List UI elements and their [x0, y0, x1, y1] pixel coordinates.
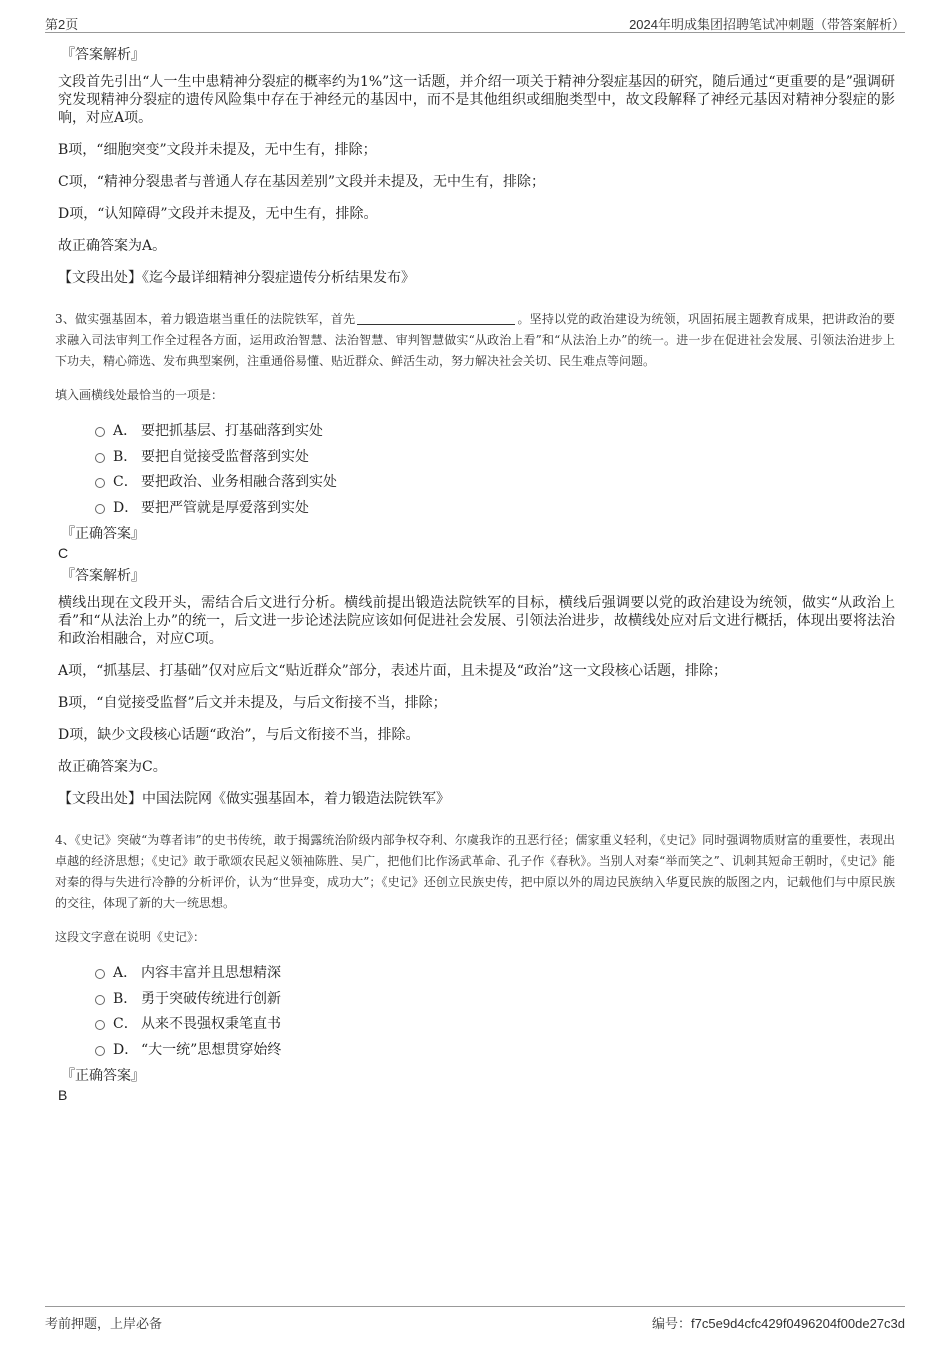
- option-text: 要把抓基层、打基础落到实处: [141, 423, 323, 439]
- option-letter: D．: [113, 1041, 139, 1058]
- q3-analysis-heading: 『答案解析』: [61, 568, 145, 584]
- q4-answer-heading: 『正确答案』: [61, 1068, 145, 1084]
- option-text: 从来不畏强权秉笔直书: [141, 1016, 281, 1032]
- q3-analysis-d: D项，缺少文段核心话题“政治”，与后文衔接不当，排除。: [58, 727, 420, 743]
- q2-source: 【文段出处】《迄今最详细精神分裂症遗传分析结果发布》: [58, 270, 415, 286]
- q2-analysis-heading: 『答案解析』: [61, 47, 145, 63]
- q4-stem: 4、《史记》突破“为尊者讳”的史书传统，敢于揭露统治阶级内部争权夺利、尔虞我诈的丑恶行径；儒家重义轻利，《史记》同时强调物质财富的重要性，表现出卓越的经济思想；《史记》敢于歌颂农民起义领袖陈胜、吴广，把他们比作汤武革命、孔子作《春秋》。当别人对秦“举而笑之”、讥刺其短命王朝时，《史记》能对秦的得与失进行冷静的分析评价，认为“世异变，成功大”；《史记》还创立民族史传，把中原以外的周边民族纳入华夏民族的版图之内，记载他们与中原民族的交往，体现了新的大一统思想。: [55, 833, 895, 910]
- page-header: [45, 12, 905, 33]
- option-letter: B．: [113, 990, 138, 1007]
- page-number: 第2页: [45, 17, 79, 32]
- q2-analysis-b: B项，“细胞突变”文段并未提及，无中生有，排除；: [58, 142, 377, 158]
- radio-icon[interactable]: [95, 427, 105, 437]
- option-text: 要把政治、业务相融合落到实处: [141, 474, 337, 490]
- document-title: 2024年明成集团招聘笔试冲刺题（带答案解析）: [629, 17, 905, 32]
- q3-blank: [357, 312, 515, 325]
- radio-icon[interactable]: [95, 995, 105, 1005]
- q3-stem: [55, 309, 895, 372]
- q2-analysis-d: D项，“认知障碍”文段并未提及，无中生有，排除。: [58, 206, 378, 222]
- radio-icon[interactable]: [95, 453, 105, 463]
- q4-option-d[interactable]: [95, 1041, 895, 1067]
- q3-option-a[interactable]: [95, 422, 895, 448]
- option-letter: B．: [113, 448, 138, 465]
- q4-option-c[interactable]: [95, 1015, 895, 1041]
- q3-conclusion: 故正确答案为C。: [58, 759, 167, 775]
- q3-analysis: 横线出现在文段开头，需结合后文进行分析。横线前提出锻造法院铁军的目标，横线后强调要以党的政治建设为统领，做实“从政治上看”和“从法治上办”的统一，后文进一步论述法院应该如何促进社会发展、引领法治进步，故横线处应对后文进行概括，体现出要将法治和政治相融合，对应C项。: [58, 595, 895, 647]
- q3-option-d[interactable]: [95, 499, 895, 525]
- q2-conclusion: 故正确答案为A。: [58, 238, 167, 254]
- option-text: 勇于突破传统进行创新: [141, 990, 281, 1007]
- q4-options: [95, 964, 895, 1066]
- option-text: 要把自觉接受监督落到实处: [141, 448, 309, 465]
- option-text: 内容丰富并且思想精深: [141, 965, 281, 981]
- q4-prompt: 这段文字意在说明《史记》：: [55, 930, 206, 944]
- q3-stem-before: 3、做实强基固本，着力锻造堪当重任的法院铁军，首先: [55, 312, 356, 326]
- q3-prompt: 填入画横线处最恰当的一项是：: [55, 388, 224, 402]
- q3-options: [95, 422, 895, 524]
- q3-analysis-b: B项，“自觉接受监督”后文并未提及，与后文衔接不当，排除；: [58, 695, 447, 711]
- option-letter: D．: [113, 499, 139, 516]
- option-letter: A．: [113, 965, 138, 981]
- page-content: [55, 45, 895, 1104]
- q3-answer: C: [58, 545, 69, 561]
- page-footer: [45, 1306, 905, 1331]
- q2-analysis-c: C项，“精神分裂患者与普通人存在基因差别”文段并未提及，无中生有，排除；: [58, 174, 546, 190]
- radio-icon[interactable]: [95, 1020, 105, 1030]
- q3-option-c[interactable]: [95, 473, 895, 499]
- radio-icon[interactable]: [95, 1046, 105, 1056]
- radio-icon[interactable]: [95, 969, 105, 979]
- q3-analysis-a: A项，“抓基层、打基础”仅对应后文“贴近群众”部分，表述片面，且未提及“政治”这一文段核心话题，排除；: [58, 663, 728, 679]
- q2-analysis: 文段首先引出“人一生中患精神分裂症的概率约为1%”这一话题，并介绍一项关于精神分裂症基因的研究，随后通过“更重要的是”强调研究发现精神分裂症的遗传风险集中存在于神经元的基因中，而不是其他组织或细胞类型中，故文段解释了神经元基因对精神分裂症的影响，对应A项。: [58, 74, 895, 126]
- q3-option-b[interactable]: [95, 448, 895, 474]
- q3-answer-heading: 『正确答案』: [61, 526, 145, 542]
- footer-slogan: 考前押题，上岸必备: [45, 1316, 163, 1331]
- q3-stem-after: 。坚持以党的政治建设为统领，巩固拓展主题教育成果，把讲政治的要求融入司法审判工作全过程各方面，运用政治智慧、法治智慧、审判智慧做实“从政治上看”和“从法治上办”的统一。进一步在促进社会发展、引领法治进步上下功夫，精心筛选、发布典型案例，注重通俗易懂、贴近群众、鲜活生动，努力解决社会关切、民生难点等问题。: [55, 312, 895, 368]
- q4-option-a[interactable]: [95, 964, 895, 990]
- q4-option-b[interactable]: [95, 990, 895, 1016]
- radio-icon[interactable]: [95, 504, 105, 514]
- option-letter: C．: [113, 1016, 138, 1032]
- option-letter: A．: [113, 423, 138, 439]
- q3-source: 【文段出处】中国法院网《做实强基固本，着力锻造法院铁军》: [58, 791, 450, 807]
- option-letter: C．: [113, 474, 138, 490]
- option-text: 要把严管就是厚爱落到实处: [141, 499, 309, 516]
- option-text: “大一统”思想贯穿始终: [141, 1041, 282, 1058]
- q4-answer: B: [58, 1087, 68, 1103]
- radio-icon[interactable]: [95, 478, 105, 488]
- document-code: 编号：f7c5e9d4cfc429f0496204f00de27c3d: [652, 1316, 905, 1331]
